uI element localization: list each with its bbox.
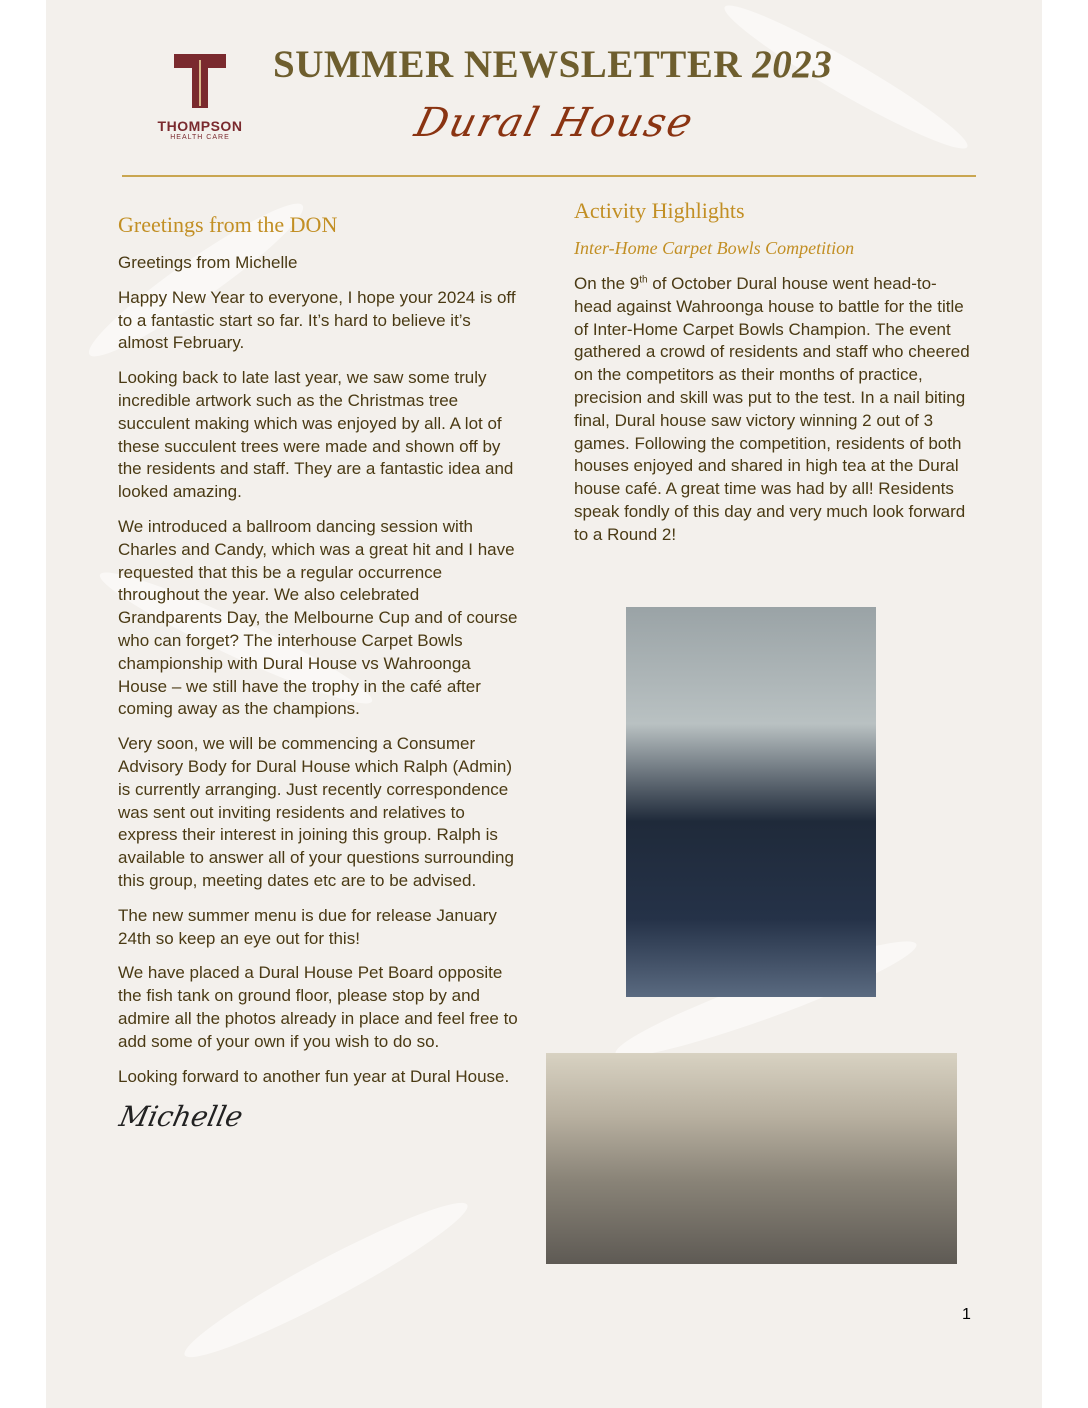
- bowls-game-photo: [546, 1053, 957, 1264]
- activity-heading: Activity Highlights: [574, 198, 745, 223]
- paragraph: We introduced a ballroom dancing session with Charles and Candy, which was a great hit and I have requested that this be a regular occurrence throughout the year. We also celebrated Grandparents Day, the Melbourne Cup and of course who can forget? The interhouse Carpet Bowls championship with Dural House vs Wahroonga House – we still have the trophy in the café after coming away as the champions.: [118, 516, 518, 719]
- company-logo: [140, 54, 260, 141]
- paragraph: The new summer menu is due for release January 24th so keep an eye out for this!: [118, 905, 497, 948]
- activity-paragraph: [574, 273, 974, 547]
- house-name-script: Dural House: [410, 100, 699, 146]
- page-number: 1: [962, 1306, 971, 1323]
- activity-text-rest: of October Dural house went head-to-head against Wahroonga house to battle for the title of Inter-Home Carpet Bowls Champion. The event gathered a crowd of residents and staff who cheered on the competitors as their months of practice, precision and skill was put to the test. In a nail biting final, Dural house saw victory winning 2 out of 3 games. Following the competition, residents of both houses enjoyed and shared in high tea at the Dural house café. A great time was had by all! Residents speak fondly of this day and very much look forward to a Round 2!: [574, 274, 970, 544]
- salutation: Greetings from Michelle: [118, 253, 298, 272]
- ordinal-suffix: th: [639, 274, 648, 286]
- background-leaf: [175, 1187, 476, 1373]
- signature: Michelle: [116, 1100, 246, 1134]
- don-heading: Greetings from the DON: [118, 212, 338, 237]
- activity-text-start: On the 9: [574, 274, 640, 293]
- title-text: SUMMER NEWSLETTER: [273, 43, 742, 86]
- newsletter-title: [273, 42, 832, 87]
- don-greeting-column: [118, 212, 518, 1133]
- paragraph: Looking forward to another fun year at Dural House.: [118, 1066, 510, 1086]
- paragraph: Very soon, we will be commencing a Consumer Advisory Body for Dural House which Ralph (Admin) is currently arranging. Just recently correspondence was sent out inviting residents and relatives to express their interest in joining this group. Ralph is available to answer all of your questions surrounding this group, meeting dates etc are to be advised.: [118, 734, 514, 890]
- paragraph: We have placed a Dural House Pet Board opposite the fish tank on ground floor, please stop by and admire all the photos already in place and feel free to add some of your own if you wish to do so.: [118, 963, 518, 1051]
- header-divider: [122, 175, 976, 177]
- logo-mark-icon: [174, 54, 226, 108]
- activity-column: [574, 198, 974, 559]
- logo-subtitle: HEALTH CARE: [170, 134, 230, 141]
- trophy-photo: [626, 607, 876, 997]
- paragraph: Happy New Year to everyone, I hope your 2024 is off to a fantastic start so far. It’s hard to believe it’s almost February.: [118, 287, 516, 353]
- paragraph: Looking back to late last year, we saw some truly incredible artwork such as the Christmas tree succulent making which was enjoyed by all. A lot of these succulent trees were made and shown off by the residents and staff. They are a fantastic idea and looked amazing.: [118, 368, 514, 502]
- activity-subheading: Inter-Home Carpet Bowls Competition: [574, 238, 855, 258]
- title-year: 2023: [752, 43, 833, 86]
- logo-name: THOMPSON: [157, 118, 243, 134]
